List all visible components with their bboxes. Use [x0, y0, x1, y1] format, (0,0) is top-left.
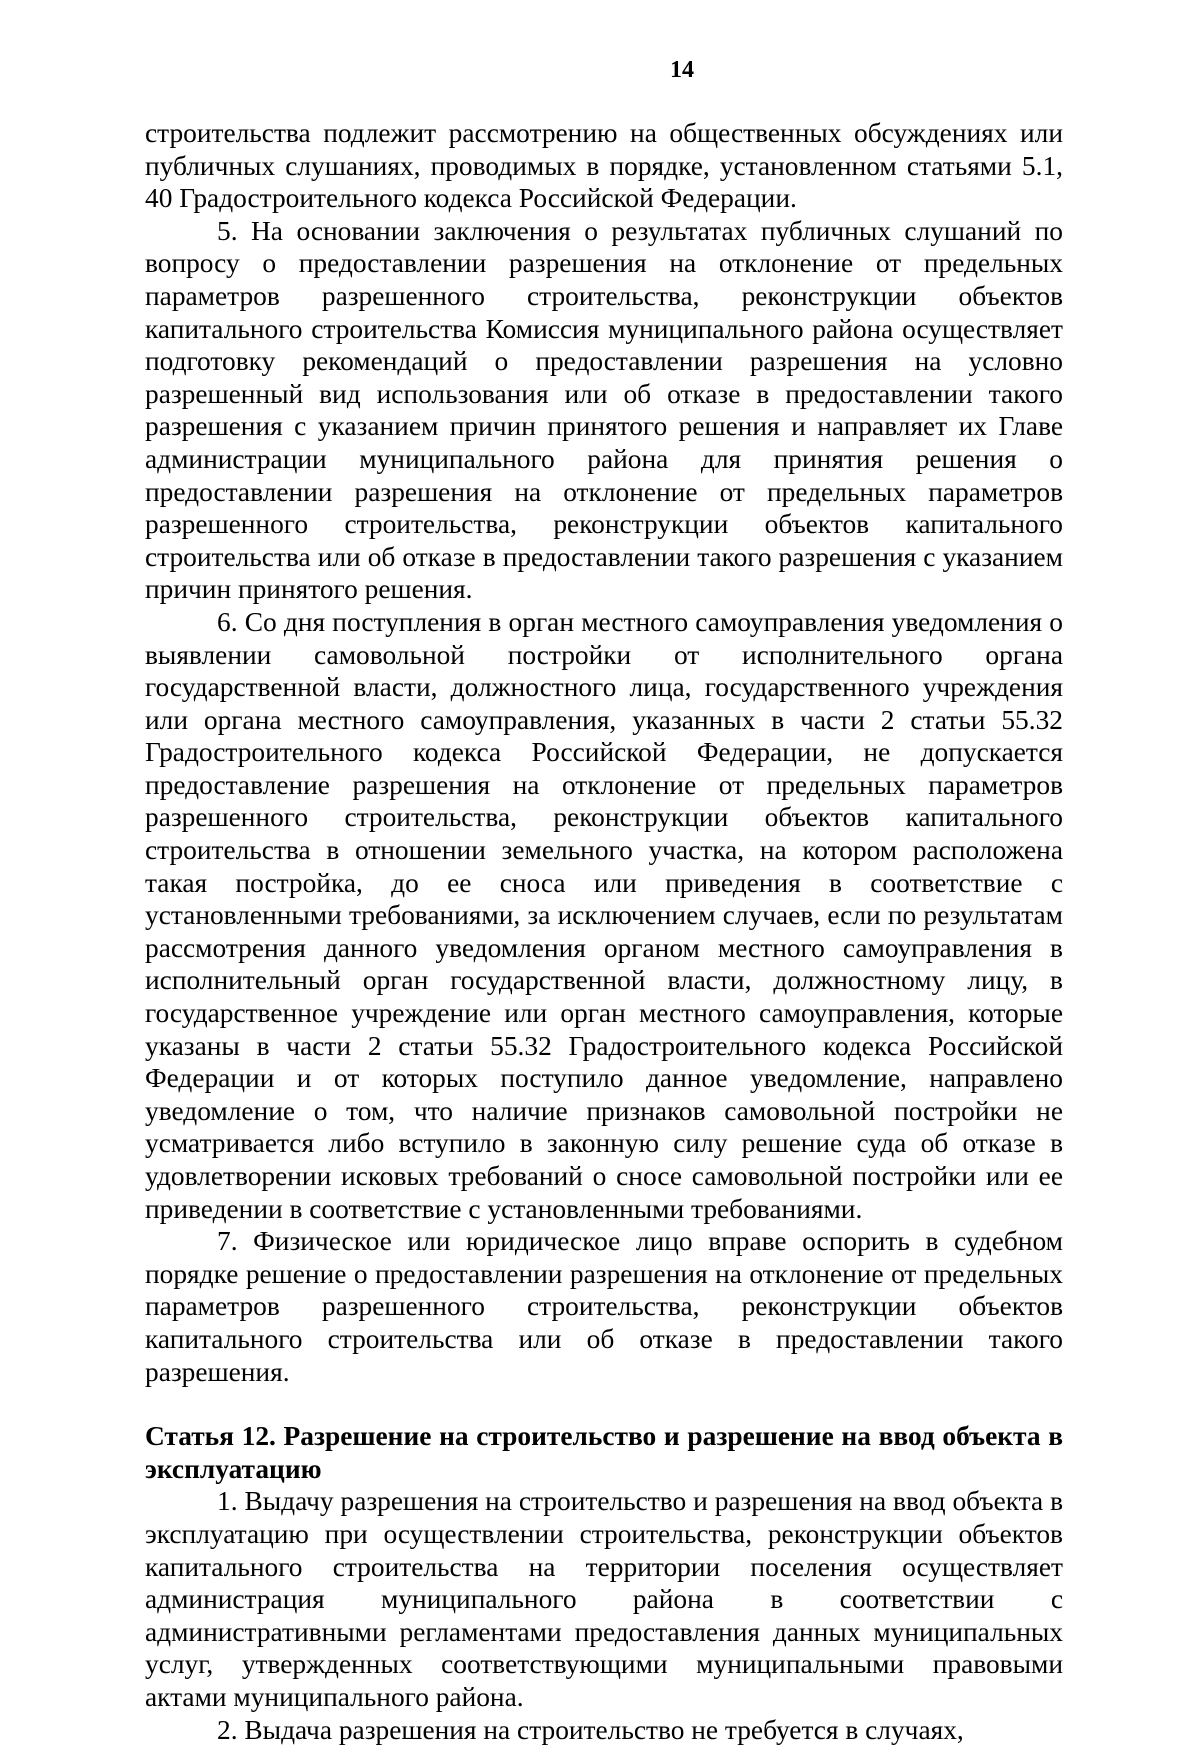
paragraph-continuation: строительства подлежит рассмотрению на общественных обсуждениях или публичных слушаниях, проводимых в порядке, установленном статьями 5.1, 40 Градостроительного кодекса Российской Федерации.: [145, 117, 1063, 215]
paragraph-item-6: 6. Со дня поступления в орган местного самоуправления уведомления о выявлении самовольной постройки от исполнительного органа государственной власти, должностного лица, государственного учреждения или органа местного самоуправления, указанных в части 2 статьи 55.32 Градостроительного кодекса Российской Федерации, не допускается предоставление разрешения на отклонение от предельных параметров разрешенного строительства, реконструкции объектов капитального строительства в отношении земельного участка, на котором расположена такая постройка, до ее сноса или приведения в соответствие с установленными требованиями, за исключением случаев, если по результатам рассмотрения данного уведомления органом местного самоуправления в исполнительный орган государственной власти, должностному лицу, в государственное учреждение или орган местного самоуправления, которые указаны в части 2 статьи 55.32 Градостроительного кодекса Российской Федерации и от которых поступило данное уведомление, направлено уведомление о том, что наличие признаков самовольной постройки не усматривается либо вступило в законную силу решение суда об отказе в удовлетворении исковых требований о сносе самовольной постройки или ее приведении в соответствие с установленными требованиями.: [145, 606, 1063, 1225]
paragraph-item-7: 7. Физическое или юридическое лицо вправе оспорить в судебном порядке решение о предоставлении разрешения на отклонение от предельных параметров разрешенного строительства, реконструкции объектов капитального строительства или об отказе в предоставлении такого разрешения.: [145, 1225, 1063, 1388]
page-number: 14: [82, 54, 1200, 86]
article12-paragraph-1: 1. Выдачу разрешения на строительство и разрешения на ввод объекта в эксплуатацию при осуществлении строительства, реконструкции объектов капитального строительства на территории поселения осуществляет администрация муниципального района в соответствии с административными регламентами предоставления данных муниципальных услуг, утвержденных соответствующими муниципальными правовыми актами муниципального района.: [145, 1485, 1063, 1713]
article-heading: Статья 12. Разрешение на строительство и разрешение на ввод объекта в эксплуатацию: [145, 1420, 1063, 1485]
article12-paragraph-2: 2. Выдача разрешения на строительство не требуется в случаях,: [145, 1714, 1063, 1746]
paragraph-item-5: 5. На основании заключения о результатах публичных слушаний по вопросу о предоставлении разрешения на отклонение от предельных параметров разрешенного строительства, реконструкции объектов капитального строительства Комиссия муниципального района осуществляет подготовку рекомендаций о предоставлении разрешения на условно разрешенный вид использования или об отказе в предоставлении такого разрешения с указанием причин принятого решения и направляет их Главе администрации муниципального района для принятия решения о предоставлении разрешения на отклонение от предельных параметров разрешенного строительства, реконструкции объектов капитального строительства или об отказе в предоставлении такого разрешения с указанием причин принятого решения.: [145, 215, 1063, 606]
document-body: [145, 117, 1063, 1746]
